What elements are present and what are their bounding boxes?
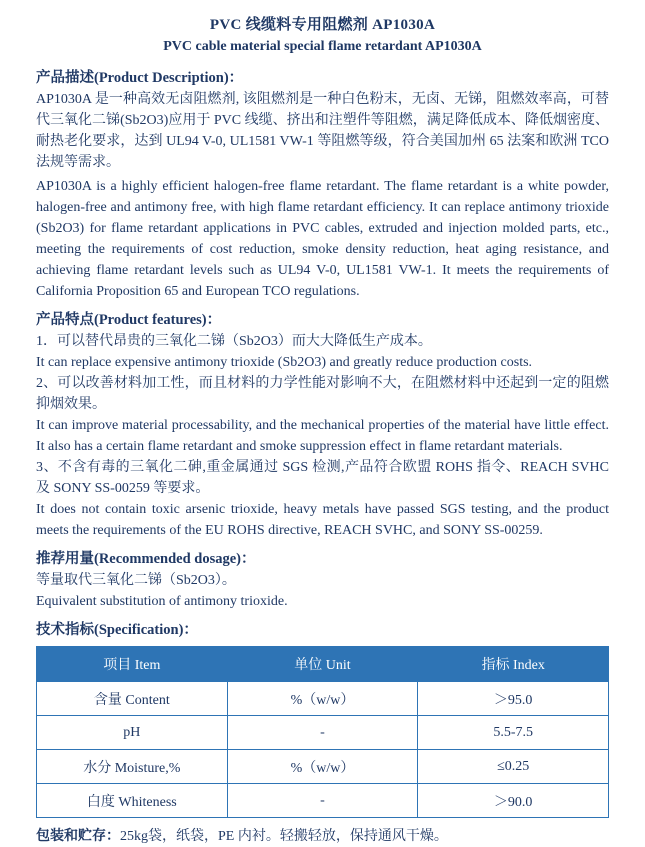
- cell-item: 水分 Moisture,%: [37, 750, 228, 784]
- cell-item: pH: [37, 716, 228, 750]
- cell-index: ≤0.25: [418, 750, 609, 784]
- feature-1-english: It can replace expensive antimony trioxide (Sb2O3) and greatly reduce production costs.: [36, 355, 533, 370]
- table-header-item: 项目 Item: [37, 647, 228, 682]
- table-row: [37, 682, 609, 716]
- title-chinese: PVC 线缆料专用阻燃剂 AP1030A: [209, 17, 436, 33]
- recommended-dosage-heading: 推荐用量(Recommended dosage)：: [36, 551, 256, 567]
- feature-2-english: It can improve material processability, and the mechanical properties of the material have little effect. It also has a certain flame retardant and smoke suppression effect in flame retardant materials.: [36, 418, 609, 454]
- document-title-block: [36, 14, 609, 58]
- cell-index: 5.5-7.5: [418, 716, 609, 750]
- feature-3-chinese: 3、不含有毒的三氧化二砷,重金属通过 SGS 检测,产品符合欧盟 ROHS 指令、REACH SVHC 及 SONY SS-00259 等要求。: [36, 460, 609, 496]
- product-description-heading: 产品描述(Product Description)：: [36, 70, 244, 86]
- product-description-english: AP1030A is a highly efficient halogen-free flame retardant. The flame retardant is a white powder, halogen-free and antimony free, with high flame retardant efficiency. It can replace antimony trioxide (Sb2O3) for flame retardant applications in PVC cables, extruded and injection molded parts, etc., meeting the requirements of cost reduction, smoke density reduction, heat aging resistance, and achieving flame retardant levels such as UL94 V-0, UL1581 VW-1. It meets the requirements of California Proposition 65 and European TCO regulations.: [36, 179, 609, 299]
- title-english: PVC cable material special flame retardant AP1030A: [163, 39, 482, 54]
- cell-unit: -: [227, 784, 418, 818]
- product-features-heading: 产品特点(Product features)：: [36, 312, 222, 328]
- table-header-unit: 单位 Unit: [227, 647, 418, 682]
- recommended-dosage-english: Equivalent substitution of antimony trioxide.: [36, 594, 288, 609]
- table-header-index: 指标 Index: [418, 647, 609, 682]
- cell-index: ＞95.0: [418, 682, 609, 716]
- packaging-storage-heading: 包装和贮存：: [36, 829, 120, 844]
- recommended-dosage-chinese: 等量取代三氧化二锑（Sb2O3）。: [36, 573, 236, 588]
- table-row: [37, 750, 609, 784]
- cell-unit: -: [227, 716, 418, 750]
- cell-unit: %（w/w）: [227, 682, 418, 716]
- product-description-chinese: AP1030A 是一种高效无卤阻燃剂, 该阻燃剂是一种白色粉末，无卤、无锑，阻燃效率高，可替代三氧化二锑(Sb2O3)应用于 PVC 线缆、挤出和注塑件等阻燃，满足降低成本、降低烟密度、耐热老化要求，达到 UL94 V-0, UL1581 VW-1 等阻燃等级，符合美国加州 65 法案和欧洲 TCO 法规等需求。: [36, 92, 609, 170]
- feature-3-english: It does not contain toxic arsenic trioxide, heavy metals have passed SGS testing, and the product meets the requirements of the EU ROHS directive, REACH SVHC, and SONY SS-00259.: [36, 502, 609, 538]
- table-header-row: [37, 647, 609, 682]
- feature-1-chinese: 1．可以替代昂贵的三氧化二锑（Sb2O3）而大大降低生产成本。: [36, 334, 432, 349]
- specification-heading: 技术指标(Specification)：: [36, 622, 198, 638]
- cell-item: 含量 Content: [37, 682, 228, 716]
- table-row: [37, 716, 609, 750]
- packaging-storage-text: 25kg袋，纸袋，PE 内衬。轻搬轻放，保持通风干燥。: [120, 829, 448, 844]
- cell-item: 白度 Whiteness: [37, 784, 228, 818]
- cell-unit: %（w/w）: [227, 750, 418, 784]
- specification-table: [36, 646, 609, 818]
- table-row: [37, 784, 609, 818]
- cell-index: ＞90.0: [418, 784, 609, 818]
- feature-2-chinese: 2、可以改善材料加工性，而且材料的力学性能对影响不大，在阻燃材料中还起到一定的阻燃抑烟效果。: [36, 376, 609, 412]
- packaging-storage-line: [36, 827, 609, 847]
